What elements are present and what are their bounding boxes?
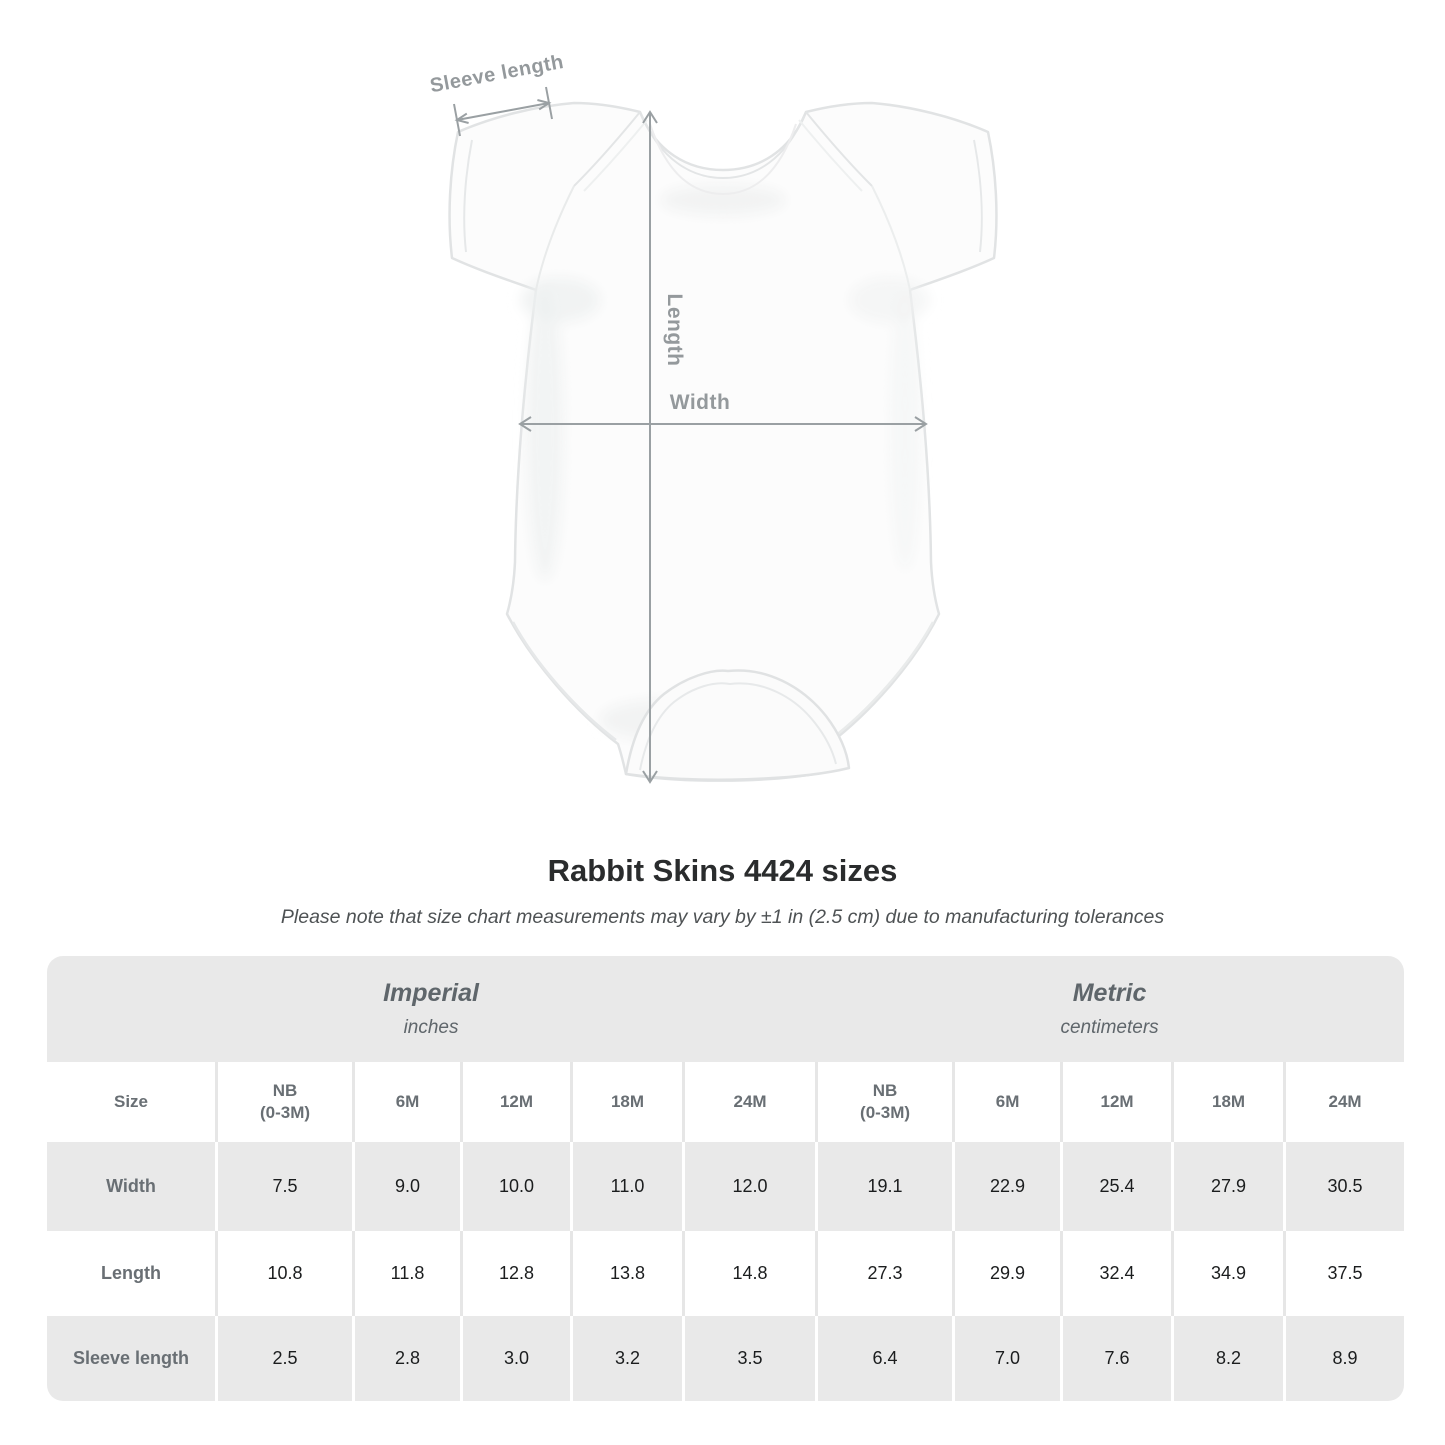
value-cell [215, 1231, 352, 1316]
value-cell [570, 1142, 682, 1231]
value: 14.8 [732, 1263, 768, 1283]
table-row [47, 1142, 1404, 1231]
row-label: Width [106, 1176, 156, 1196]
value: 25.4 [1099, 1176, 1135, 1196]
size-table-container [47, 956, 1404, 1401]
value-cell [815, 1316, 952, 1401]
value: 29.9 [990, 1263, 1026, 1283]
value: 8.2 [1216, 1348, 1242, 1368]
page-title: Rabbit Skins 4424 sizes [547, 853, 898, 888]
value-cell [1171, 1142, 1283, 1231]
value: 3.5 [737, 1348, 763, 1368]
value-cell [352, 1142, 460, 1231]
column-header-label: 6M [995, 1092, 1020, 1111]
value: 10.8 [267, 1263, 303, 1283]
row-label: Length [101, 1263, 161, 1283]
width-label: Width [669, 391, 731, 414]
column-header [215, 1062, 352, 1142]
row-label-cell [47, 1142, 215, 1231]
value-cell [570, 1231, 682, 1316]
value: 9.0 [394, 1176, 421, 1196]
column-header-label: NB [272, 1081, 298, 1100]
column-header [570, 1062, 682, 1142]
value-cell [352, 1316, 460, 1401]
value-cell [1060, 1231, 1171, 1316]
length-label: Length [663, 293, 686, 367]
column-header [815, 1062, 952, 1142]
value: 11.8 [390, 1263, 425, 1283]
value: 3.0 [503, 1348, 530, 1368]
value-cell [815, 1142, 952, 1231]
value: 2.8 [394, 1348, 421, 1368]
column-header-label: 24M [733, 1092, 767, 1111]
column-header [1060, 1062, 1171, 1142]
imperial-unit: inches [403, 1017, 459, 1038]
bodysuit-shape [450, 103, 997, 781]
metric-unit: centimeters [1060, 1017, 1159, 1038]
value-cell [1171, 1231, 1283, 1316]
value: 32.4 [1099, 1263, 1135, 1283]
value-cell [952, 1231, 1060, 1316]
value: 37.5 [1327, 1263, 1363, 1283]
value-cell [460, 1231, 570, 1316]
table-row [47, 1316, 1404, 1401]
value: 6.4 [872, 1348, 898, 1368]
value: 8.9 [1332, 1348, 1358, 1368]
value-cell [682, 1231, 815, 1316]
value-cell [1283, 1142, 1404, 1231]
column-header-label: 6M [395, 1092, 420, 1111]
value-cell [570, 1316, 682, 1401]
column-header [352, 1062, 460, 1142]
value-cell [215, 1316, 352, 1401]
column-header [682, 1062, 815, 1142]
value: 7.6 [1104, 1348, 1130, 1368]
value-cell [952, 1142, 1060, 1231]
value: 12.0 [732, 1176, 768, 1196]
column-header-label: 24M [1328, 1092, 1362, 1111]
value-cell [1283, 1231, 1404, 1316]
column-header-label: 12M [1100, 1092, 1134, 1111]
value-cell [460, 1316, 570, 1401]
size-header: Size [113, 1092, 149, 1111]
size-table [47, 956, 1404, 1401]
column-header [1171, 1062, 1283, 1142]
value: 3.2 [614, 1348, 641, 1368]
column-header [952, 1062, 1060, 1142]
imperial-group-header [47, 956, 815, 1062]
column-header [460, 1062, 570, 1142]
value: 2.5 [272, 1348, 298, 1368]
value: 27.3 [867, 1263, 903, 1283]
value-cell [1171, 1316, 1283, 1401]
value-cell [815, 1231, 952, 1316]
column-header-row [47, 1062, 1404, 1142]
value: 19.1 [867, 1176, 903, 1196]
table-row [47, 1231, 1404, 1316]
value: 7.5 [272, 1176, 298, 1196]
tolerance-note: Please note that size chart measurements may vary by ±1 in (2.5 cm) due to manufacturing tolerances [280, 906, 1165, 928]
row-label-cell [47, 1316, 215, 1401]
row-label-cell [47, 1231, 215, 1316]
column-header-label2: (0-3M) [860, 1103, 911, 1122]
column-header-label: 18M [610, 1092, 645, 1111]
value: 34.9 [1211, 1263, 1247, 1283]
value: 12.8 [498, 1263, 535, 1283]
metric-group-header [815, 956, 1404, 1062]
value: 22.9 [990, 1176, 1026, 1196]
column-header-label: 12M [499, 1092, 534, 1111]
size-header-cell [47, 1062, 215, 1142]
unit-group-row [47, 956, 1404, 1062]
row-label: Sleeve length [72, 1348, 190, 1368]
value: 10.0 [498, 1176, 535, 1196]
value-cell [1283, 1316, 1404, 1401]
value-cell [352, 1231, 460, 1316]
value-cell [682, 1316, 815, 1401]
value: 11.0 [610, 1176, 645, 1196]
column-header-label: NB [872, 1081, 898, 1100]
column-header-label2: (0-3M) [259, 1103, 311, 1122]
value: 27.9 [1211, 1176, 1247, 1196]
value-cell [1060, 1142, 1171, 1231]
value-cell [460, 1142, 570, 1231]
column-header [1283, 1062, 1404, 1142]
metric-label: Metric [1072, 979, 1147, 1007]
column-header-label: 18M [1212, 1092, 1246, 1111]
value-cell [682, 1142, 815, 1231]
value: 7.0 [995, 1348, 1021, 1368]
value: 13.8 [609, 1263, 646, 1283]
imperial-label: Imperial [383, 979, 479, 1007]
value-cell [215, 1142, 352, 1231]
value: 30.5 [1327, 1176, 1363, 1196]
value-cell [1060, 1316, 1171, 1401]
value-cell [952, 1316, 1060, 1401]
sleeve-length-label: Sleeve length [428, 50, 566, 98]
